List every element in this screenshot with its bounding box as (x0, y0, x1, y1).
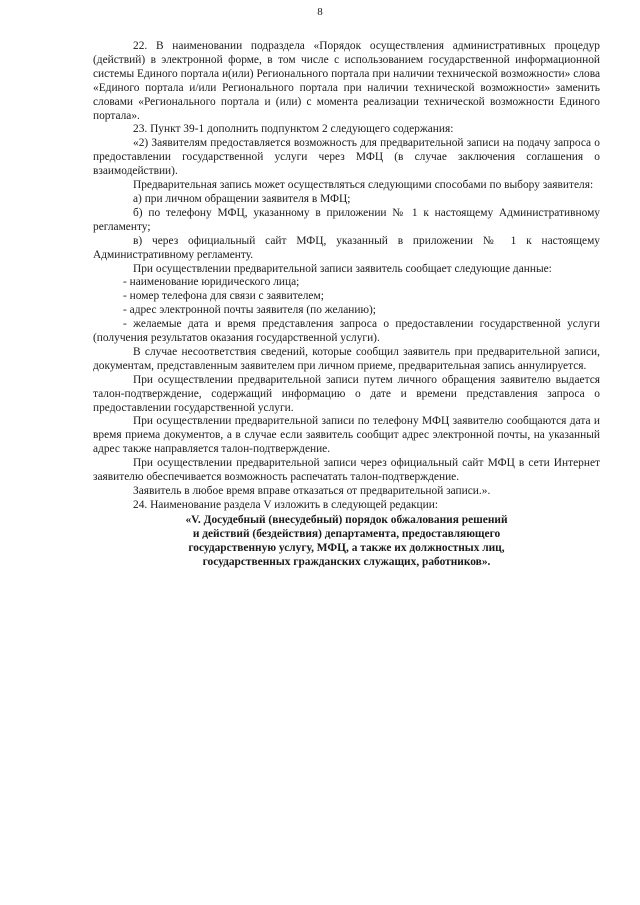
list-item-email: - адрес электронной почты заявителя (по желанию); (123, 304, 376, 317)
paragraph-22: 22. В наименовании подраздела «Порядок осуществления административных процедур (действий) в электронной форме, в том числе с использованием государственной информационной системы Единого портала и(или) Регионального портала при наличии технической возможности» слова «Единого портала и/или Регионального портала при наличии технической возможности» заменить словами «Регионального портала и (или) с момента реализации технической возможности Единого портала». (93, 40, 600, 122)
page-number: 8 (317, 6, 323, 18)
paragraph-cancel: Заявитель в любое время вправе отказаться от предварительной записи.». (133, 485, 491, 497)
paragraph-method-v: в) через официальный сайт МФЦ, указанный в приложении № 1 к настоящему Административному регламенту. (93, 234, 600, 261)
heading-line: государственных гражданских служащих, работников». (202, 555, 491, 568)
list-item-datetime: - желаемые дата и время представления запроса о предоставлении государственной услуги (получения результатов оказания государственной услуги). (93, 318, 600, 345)
paragraph-personal-visit: При осуществлении предварительной записи путем личного обращения заявителю выдается талон-подтверждение, содержащий информацию о дате и времени представления запроса о предоставлении государственной услуги. (93, 373, 600, 414)
list-item-org-name: - наименование юридического лица; (123, 276, 300, 289)
paragraph-phone-booking: При осуществлении предварительной записи по телефону МФЦ заявителю сообщаются дата и время приема документов, а в случае если заявитель сообщит адрес электронной почты, на указанный адрес также направляется талон-подтверждение. (93, 415, 600, 456)
heading-line: «V. Досудебный (внесудебный) порядок обжалования решений (185, 513, 508, 526)
paragraph-subitem-2: «2) Заявителям предоставляется возможность для предварительной записи на подачу запроса о предоставлении государственной услуги через МФЦ (в случае заключения соглашения о взаимодействии). (93, 137, 600, 178)
paragraph-website-booking: При осуществлении предварительной записи через официальный сайт МФЦ в сети Интернет заявителю обеспечивается возможность распечатать талон-подтверждение. (93, 457, 600, 484)
paragraph-method-a: а) при личном обращении заявителя в МФЦ; (133, 192, 351, 205)
paragraph-24: 24. Наименование раздела V изложить в следующей редакции: (133, 498, 439, 511)
document-body (93, 40, 600, 569)
paragraph-23: 23. Пункт 39-1 дополнить подпунктом 2 следующего содержания: (133, 123, 454, 136)
paragraph-data-intro: При осуществлении предварительной записи заявитель сообщает следующие данные: (133, 262, 552, 275)
list-item-phone: - номер телефона для связи с заявителем; (123, 290, 324, 303)
section-v-heading (93, 514, 600, 570)
heading-line: государственную услугу, МФЦ, а также их должностных лиц, (188, 541, 505, 554)
paragraph-mismatch: В случае несоответствия сведений, которые сообщил заявитель при предварительной записи, документам, представленным заявителем при личном приеме, предварительная запись аннулируется. (93, 345, 600, 372)
paragraph-method-b: б) по телефону МФЦ, указанному в приложении № 1 к настоящему Административному регламенту; (93, 206, 600, 233)
heading-line: и действий (бездействия) департамента, предоставляющего (192, 527, 501, 540)
paragraph-methods-intro: Предварительная запись может осуществляться следующими способами по выбору заявителя: (133, 179, 594, 192)
